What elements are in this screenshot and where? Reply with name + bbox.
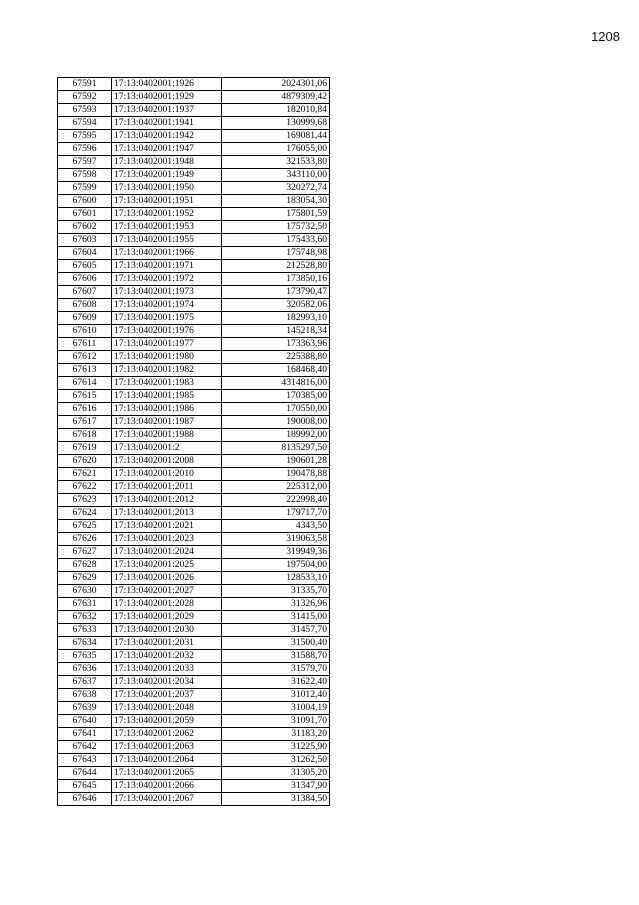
cadastral-value-cell: 31183,20 — [222, 728, 330, 741]
cadastral-number-cell: 17:13:0402001:1926 — [112, 78, 222, 91]
table-row — [58, 481, 330, 494]
row-number-cell: 67596 — [58, 143, 112, 156]
cadastral-value-cell: 31622,40 — [222, 676, 330, 689]
cadastral-number-cell: 17:13:0402001:2030 — [112, 624, 222, 637]
table-row — [58, 494, 330, 507]
row-number-cell: 67594 — [58, 117, 112, 130]
cadastral-value-cell: 176055,00 — [222, 143, 330, 156]
row-number-cell: 67629 — [58, 572, 112, 585]
table-row — [58, 572, 330, 585]
cadastral-value-cell: 8135297,50 — [222, 442, 330, 455]
cadastral-number-cell: 17:13:0402001:1973 — [112, 286, 222, 299]
table-row — [58, 312, 330, 325]
cadastral-value-cell: 190478,88 — [222, 468, 330, 481]
cadastral-value-cell: 182010,84 — [222, 104, 330, 117]
cadastral-number-cell: 17:13:0402001:2027 — [112, 585, 222, 598]
table-row — [58, 208, 330, 221]
cadastral-value-cell: 31335,70 — [222, 585, 330, 598]
table-row — [58, 169, 330, 182]
cadastral-value-cell: 31457,70 — [222, 624, 330, 637]
row-number-cell: 67640 — [58, 715, 112, 728]
cadastral-number-cell: 17:13:0402001:2028 — [112, 598, 222, 611]
cadastral-number-cell: 17:13:0402001:1988 — [112, 429, 222, 442]
cadastral-value-cell: 321533,80 — [222, 156, 330, 169]
cadastral-number-cell: 17:13:0402001:2008 — [112, 455, 222, 468]
cadastral-value-cell: 31004,19 — [222, 702, 330, 715]
cadastral-value-cell: 175433,60 — [222, 234, 330, 247]
cadastral-value-cell: 197504,00 — [222, 559, 330, 572]
row-number-cell: 67622 — [58, 481, 112, 494]
row-number-cell: 67601 — [58, 208, 112, 221]
cadastral-number-cell: 17:13:0402001:1976 — [112, 325, 222, 338]
cadastral-number-cell: 17:13:0402001:1987 — [112, 416, 222, 429]
cadastral-number-cell: 17:13:0402001:2067 — [112, 793, 222, 806]
cadastral-number-cell: 17:13:0402001:1951 — [112, 195, 222, 208]
table-row — [58, 286, 330, 299]
table-row — [58, 104, 330, 117]
row-number-cell: 67634 — [58, 637, 112, 650]
row-number-cell: 67614 — [58, 377, 112, 390]
row-number-cell: 67644 — [58, 767, 112, 780]
row-number-cell: 67643 — [58, 754, 112, 767]
cadastral-number-cell: 17:13:0402001:2013 — [112, 507, 222, 520]
cadastral-value-cell: 31262,50 — [222, 754, 330, 767]
cadastral-number-cell: 17:13:0402001:1937 — [112, 104, 222, 117]
row-number-cell: 67639 — [58, 702, 112, 715]
cadastral-number-cell: 17:13:0402001:1977 — [112, 338, 222, 351]
table-body — [58, 78, 330, 806]
cadastral-value-cell: 175732,50 — [222, 221, 330, 234]
cadastral-number-cell: 17:13:0402001:1983 — [112, 377, 222, 390]
table-row — [58, 234, 330, 247]
cadastral-number-cell: 17:13:0402001:1947 — [112, 143, 222, 156]
row-number-cell: 67646 — [58, 793, 112, 806]
row-number-cell: 67617 — [58, 416, 112, 429]
cadastral-value-cell: 169081,44 — [222, 130, 330, 143]
cadastral-number-cell: 17:13:0402001:1950 — [112, 182, 222, 195]
row-number-cell: 67611 — [58, 338, 112, 351]
cadastral-number-cell: 17:13:0402001:1949 — [112, 169, 222, 182]
cadastral-value-cell: 145218,34 — [222, 325, 330, 338]
table-row — [58, 416, 330, 429]
table-row — [58, 637, 330, 650]
table-row — [58, 546, 330, 559]
table-row — [58, 754, 330, 767]
cadastral-value-cell: 183054,30 — [222, 195, 330, 208]
row-number-cell: 67637 — [58, 676, 112, 689]
cadastral-value-cell: 2024301,06 — [222, 78, 330, 91]
cadastral-value-cell: 4343,50 — [222, 520, 330, 533]
row-number-cell: 67633 — [58, 624, 112, 637]
row-number-cell: 67624 — [58, 507, 112, 520]
table-row — [58, 442, 330, 455]
table-row — [58, 78, 330, 91]
cadastral-number-cell: 17:13:0402001:2059 — [112, 715, 222, 728]
row-number-cell: 67638 — [58, 689, 112, 702]
table-row — [58, 585, 330, 598]
row-number-cell: 67607 — [58, 286, 112, 299]
cadastral-number-cell: 17:13:0402001:2024 — [112, 546, 222, 559]
row-number-cell: 67608 — [58, 299, 112, 312]
row-number-cell: 67615 — [58, 390, 112, 403]
row-number-cell: 67620 — [58, 455, 112, 468]
cadastral-value-cell: 173790,47 — [222, 286, 330, 299]
table-row — [58, 377, 330, 390]
cadastral-number-cell: 17:13:0402001:2062 — [112, 728, 222, 741]
cadastral-number-cell: 17:13:0402001:1955 — [112, 234, 222, 247]
cadastral-number-cell: 17:13:0402001:2032 — [112, 650, 222, 663]
table-row — [58, 559, 330, 572]
cadastral-value-cell: 173363,96 — [222, 338, 330, 351]
row-number-cell: 67610 — [58, 325, 112, 338]
cadastral-value-cell: 190008,00 — [222, 416, 330, 429]
cadastral-number-cell: 17:13:0402001:2048 — [112, 702, 222, 715]
cadastral-value-cell: 319063,58 — [222, 533, 330, 546]
cadastral-number-cell: 17:13:0402001:2012 — [112, 494, 222, 507]
row-number-cell: 67591 — [58, 78, 112, 91]
cadastral-value-cell: 130999,68 — [222, 117, 330, 130]
table-row — [58, 299, 330, 312]
row-number-cell: 67628 — [58, 559, 112, 572]
cadastral-number-cell: 17:13:0402001:1974 — [112, 299, 222, 312]
table-row — [58, 117, 330, 130]
row-number-cell: 67616 — [58, 403, 112, 416]
table-row — [58, 728, 330, 741]
table-row — [58, 689, 330, 702]
table-row — [58, 767, 330, 780]
table-row — [58, 507, 330, 520]
table-row — [58, 390, 330, 403]
cadastral-number-cell: 17:13:0402001:2031 — [112, 637, 222, 650]
table-row — [58, 650, 330, 663]
row-number-cell: 67631 — [58, 598, 112, 611]
cadastral-number-cell: 17:13:0402001:1942 — [112, 130, 222, 143]
row-number-cell: 67604 — [58, 247, 112, 260]
cadastral-value-cell: 170550,00 — [222, 403, 330, 416]
cadastral-value-cell: 320272,74 — [222, 182, 330, 195]
cadastral-number-cell: 17:13:0402001:2034 — [112, 676, 222, 689]
row-number-cell: 67605 — [58, 260, 112, 273]
table-row — [58, 702, 330, 715]
row-number-cell: 67642 — [58, 741, 112, 754]
cadastral-value-table — [57, 77, 330, 806]
table-row — [58, 403, 330, 416]
row-number-cell: 67621 — [58, 468, 112, 481]
row-number-cell: 67597 — [58, 156, 112, 169]
table-row — [58, 130, 330, 143]
row-number-cell: 67645 — [58, 780, 112, 793]
row-number-cell: 67630 — [58, 585, 112, 598]
cadastral-value-cell: 4879309,42 — [222, 91, 330, 104]
cadastral-value-cell: 31500,40 — [222, 637, 330, 650]
table-row — [58, 598, 330, 611]
cadastral-number-cell: 17:13:0402001:2026 — [112, 572, 222, 585]
table-row — [58, 624, 330, 637]
cadastral-value-cell: 31588,70 — [222, 650, 330, 663]
cadastral-number-cell: 17:13:0402001:1953 — [112, 221, 222, 234]
table-row — [58, 221, 330, 234]
table-row — [58, 364, 330, 377]
cadastral-value-cell: 182993,10 — [222, 312, 330, 325]
cadastral-value-cell: 222998,40 — [222, 494, 330, 507]
row-number-cell: 67606 — [58, 273, 112, 286]
cadastral-number-cell: 17:13:0402001:2029 — [112, 611, 222, 624]
cadastral-number-cell: 17:13:0402001:1952 — [112, 208, 222, 221]
cadastral-number-cell: 17:13:0402001:2066 — [112, 780, 222, 793]
cadastral-value-cell: 173850,16 — [222, 273, 330, 286]
row-number-cell: 67612 — [58, 351, 112, 364]
table-row — [58, 195, 330, 208]
cadastral-number-cell: 17:13:0402001:1929 — [112, 91, 222, 104]
row-number-cell: 67603 — [58, 234, 112, 247]
row-number-cell: 67609 — [58, 312, 112, 325]
cadastral-number-cell: 17:13:0402001:1985 — [112, 390, 222, 403]
cadastral-value-cell: 170385,00 — [222, 390, 330, 403]
table-row — [58, 260, 330, 273]
table-row — [58, 143, 330, 156]
row-number-cell: 67595 — [58, 130, 112, 143]
cadastral-number-cell: 17:13:0402001:2065 — [112, 767, 222, 780]
cadastral-number-cell: 17:13:0402001:1980 — [112, 351, 222, 364]
table-row — [58, 780, 330, 793]
cadastral-number-cell: 17:13:0402001:2063 — [112, 741, 222, 754]
cadastral-value-cell: 320582,06 — [222, 299, 330, 312]
row-number-cell: 67602 — [58, 221, 112, 234]
cadastral-value-cell: 225312,00 — [222, 481, 330, 494]
row-number-cell: 67635 — [58, 650, 112, 663]
cadastral-number-cell: 17:13:0402001:1966 — [112, 247, 222, 260]
table-row — [58, 741, 330, 754]
cadastral-value-cell: 4314816,00 — [222, 377, 330, 390]
cadastral-value-cell: 190601,28 — [222, 455, 330, 468]
table-row — [58, 468, 330, 481]
row-number-cell: 67600 — [58, 195, 112, 208]
table-row — [58, 663, 330, 676]
cadastral-number-cell: 17:13:0402001:1975 — [112, 312, 222, 325]
table-row — [58, 455, 330, 468]
cadastral-value-cell: 175748,98 — [222, 247, 330, 260]
table-row — [58, 91, 330, 104]
row-number-cell: 67599 — [58, 182, 112, 195]
cadastral-value-cell: 31384,50 — [222, 793, 330, 806]
row-number-cell: 67613 — [58, 364, 112, 377]
table-row — [58, 247, 330, 260]
cadastral-number-cell: 17:13:0402001:2033 — [112, 663, 222, 676]
table-row — [58, 338, 330, 351]
cadastral-number-cell: 17:13:0402001:1972 — [112, 273, 222, 286]
row-number-cell: 67632 — [58, 611, 112, 624]
row-number-cell: 67626 — [58, 533, 112, 546]
table-row — [58, 325, 330, 338]
table-row — [58, 676, 330, 689]
cadastral-number-cell: 17:13:0402001:2064 — [112, 754, 222, 767]
cadastral-value-cell: 31326,96 — [222, 598, 330, 611]
cadastral-number-cell: 17:13:0402001:2010 — [112, 468, 222, 481]
row-number-cell: 67593 — [58, 104, 112, 117]
cadastral-value-cell: 128533,10 — [222, 572, 330, 585]
cadastral-number-cell: 17:13:0402001:2021 — [112, 520, 222, 533]
cadastral-value-cell: 168468,40 — [222, 364, 330, 377]
cadastral-value-cell: 31579,70 — [222, 663, 330, 676]
table-row — [58, 351, 330, 364]
cadastral-value-cell: 31091,70 — [222, 715, 330, 728]
cadastral-value-cell: 319949,36 — [222, 546, 330, 559]
cadastral-number-cell: 17:13:0402001:1948 — [112, 156, 222, 169]
cadastral-value-cell: 189992,00 — [222, 429, 330, 442]
table-row — [58, 533, 330, 546]
table-row — [58, 273, 330, 286]
cadastral-value-cell: 31347,90 — [222, 780, 330, 793]
cadastral-value-cell: 175801,59 — [222, 208, 330, 221]
table-row — [58, 429, 330, 442]
cadastral-number-cell: 17:13:0402001:1971 — [112, 260, 222, 273]
cadastral-number-cell: 17:13:0402001:1941 — [112, 117, 222, 130]
table-row — [58, 182, 330, 195]
row-number-cell: 67636 — [58, 663, 112, 676]
row-number-cell: 67618 — [58, 429, 112, 442]
cadastral-value-cell: 212528,80 — [222, 260, 330, 273]
cadastral-value-cell: 31012,40 — [222, 689, 330, 702]
row-number-cell: 67623 — [58, 494, 112, 507]
row-number-cell: 67627 — [58, 546, 112, 559]
cadastral-number-cell: 17:13:0402001:2011 — [112, 481, 222, 494]
page-number: 1208 — [591, 29, 620, 44]
table-row — [58, 611, 330, 624]
table-row — [58, 520, 330, 533]
cadastral-value-cell: 179717,70 — [222, 507, 330, 520]
table-row — [58, 156, 330, 169]
row-number-cell: 67598 — [58, 169, 112, 182]
cadastral-number-cell: 17:13:0402001:1982 — [112, 364, 222, 377]
cadastral-value-cell: 225388,80 — [222, 351, 330, 364]
cadastral-number-cell: 17:13:0402001:2025 — [112, 559, 222, 572]
cadastral-value-cell: 31415,00 — [222, 611, 330, 624]
row-number-cell: 67592 — [58, 91, 112, 104]
row-number-cell: 67619 — [58, 442, 112, 455]
row-number-cell: 67625 — [58, 520, 112, 533]
cadastral-number-cell: 17:13:0402001:1986 — [112, 403, 222, 416]
cadastral-number-cell: 17:13:0402001:2023 — [112, 533, 222, 546]
table-row — [58, 715, 330, 728]
row-number-cell: 67641 — [58, 728, 112, 741]
cadastral-number-cell: 17:13:0402001:2037 — [112, 689, 222, 702]
cadastral-value-cell: 343110,00 — [222, 169, 330, 182]
cadastral-value-cell: 31225,90 — [222, 741, 330, 754]
cadastral-value-cell: 31305,20 — [222, 767, 330, 780]
cadastral-number-cell: 17:13:0402001:2 — [112, 442, 222, 455]
table-row — [58, 793, 330, 806]
